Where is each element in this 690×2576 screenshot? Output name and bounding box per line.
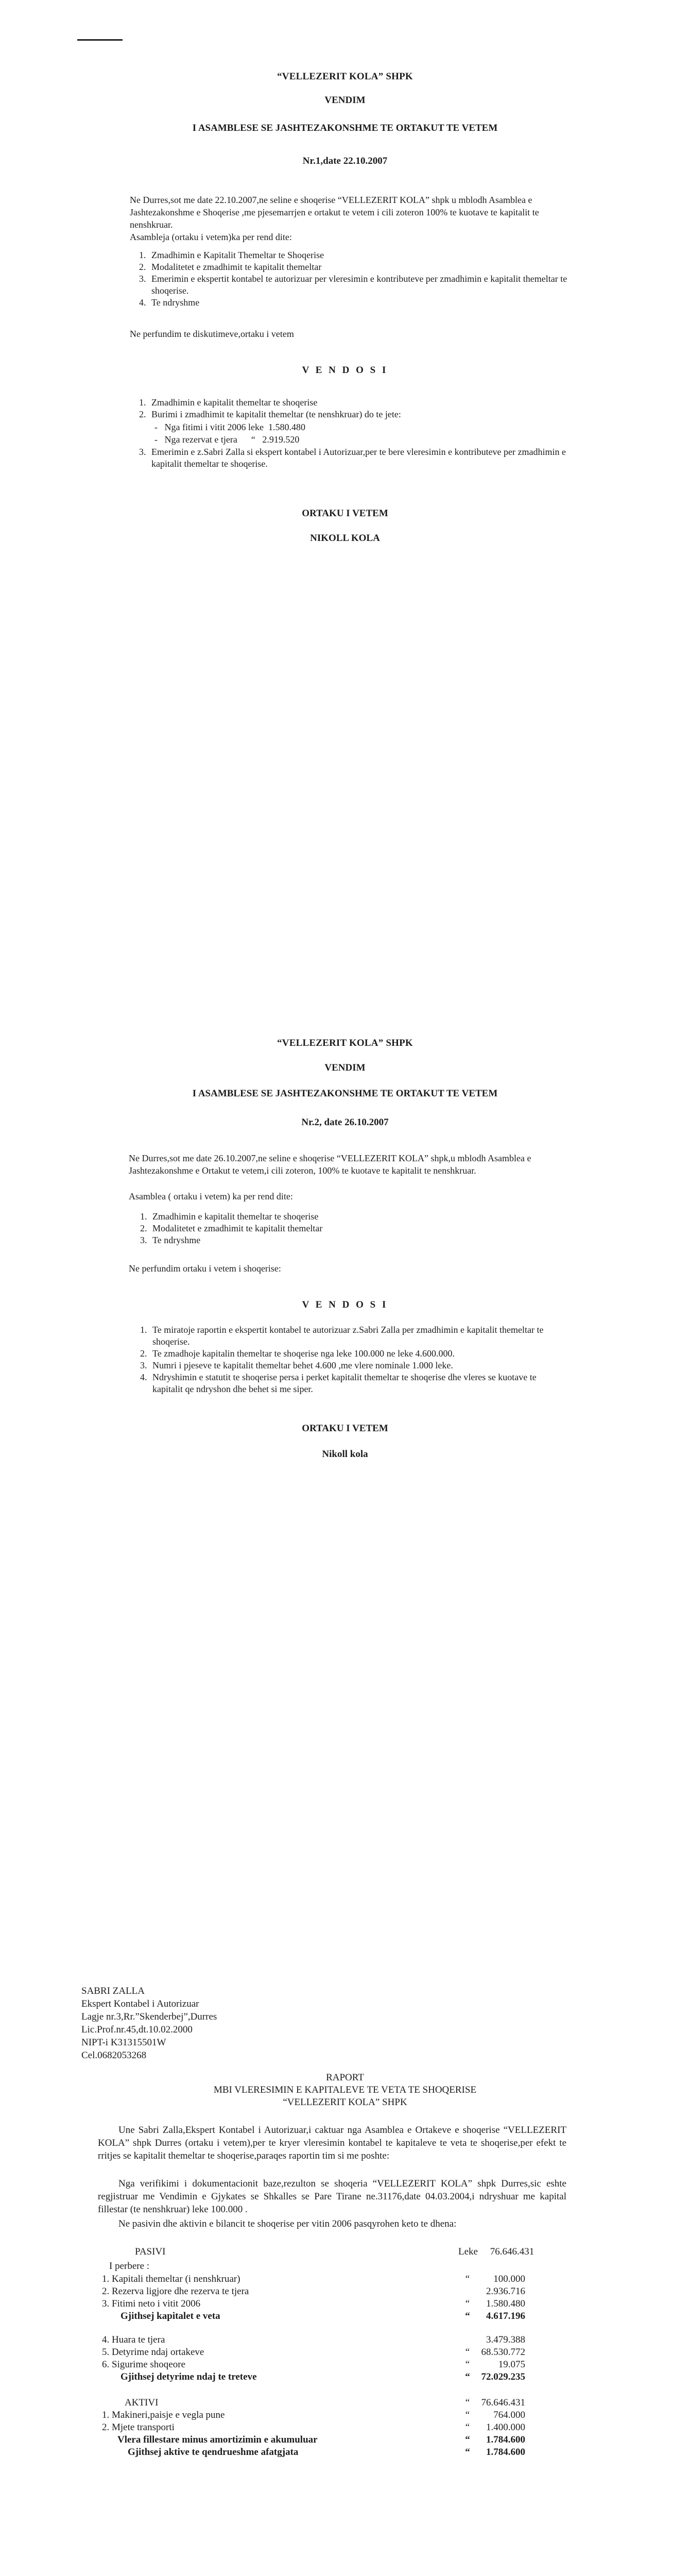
author-block [81,1985,217,2062]
decides-heading: V E N D O S I [302,365,388,376]
author-line: Lic.Prof.nr.45,dt.10.02.2000 [81,2024,193,2035]
pasivi-title: PASIVI [135,2246,166,2257]
author-line: Lagje nr.3,Rr.”Skenderbej”,Durres [81,2011,217,2022]
table-row-total: Gjithsej kapitalet e veta “ 4.617.196 [120,2311,525,2321]
table-row-total: Gjithsej detyrime ndaj te treteve “ 72.029.235 [120,2371,525,2382]
document-page-2 [0,866,690,1829]
list-item: 3. Numri i pjeseve te kapitalit themeltar behet 4.600 ,me vlere nominale 1.000 leke. [149,1360,566,1371]
table-row: 2. Rezerva ligjore dhe rezerva te tjera 2.936.716 [102,2286,525,2297]
decisions-list [134,397,571,420]
author-name: SABRI ZALLA [81,1986,145,1996]
author-line: Ekspert Kontabel i Autorizuar [81,1998,199,2009]
list-item: 2. Modalitetet e zmadhimit te kapitalit themeltar [148,261,571,273]
aktivi-table [102,2397,525,2459]
author-line: NIPT-i K31315501W [81,2037,166,2048]
decisions-list-cont [134,446,571,470]
table-row: 1. Kapitali themeltar (i nenshkruar) “ 100.000 [102,2274,525,2284]
list-item: 1. Zmadhimin e Kapitalit Themeltar te Shoqerise [148,249,571,261]
list-item: 1. Te miratoje raportin e ekspertit kontabel te autorizuar z.Sabri Zalla per zmadhimin e kapitalit themeltar te shoqerise. [149,1324,566,1348]
decisions-list [135,1324,566,1395]
debts-table [102,2334,525,2383]
agenda-list [134,249,571,309]
sign-name: Nikoll kola [322,1449,368,1460]
agenda-list [135,1211,572,1246]
table-row: AKTIVI “ 76.646.431 [125,2397,525,2408]
sign-title: ORTAKU I VETEM [302,1423,388,1434]
table-row: 6. Sigurime shoqeore “ 19.075 [102,2359,525,2370]
report-company: “VELLEZERIT KOLA” SHPK [283,2097,407,2108]
sign-title: ORTAKU I VETEM [302,508,388,519]
intro-paragraph: Ne Durres,sot me date 22.10.2007,ne seline e shoqerise “VELLEZERIT KOLA” shpk u mblodh Asamblea e Jashtezakonshme e Shoqerise ,me pjesemarrjen e ortakut te vetem i cili zoteron 100% te kuotave te kapitalit te nenshkruar. [130,195,539,230]
author-line: Cel.0682053268 [81,2050,147,2061]
report-paragraph-2: Nga verifikimi i dokumentacionit baze,rezulton se shoqeria “VELLEZERIT KOLA” shpk Durres,sic eshte regjistruar me Vendimin e Gjykates se Shkalles se Pare Tirane ne.31176,date 04.03.2004,i ndryshuar me kapital fillestar (te nenshkruar) leke 100.000 . [98,2178,566,2215]
agenda-intro: Asambleja (ortaku i vetem)ka per rend dite: [130,232,292,242]
table-row-total: Vlera fillestare minus amortizimin e akumuluar “ 1.784.600 [117,2434,525,2445]
table-row: 2. Mjete transporti “ 1.400.000 [102,2422,525,2433]
table-row: 5. Detyrime ndaj ortakeve “ 68.530.772 [102,2347,525,2358]
decision-number: Nr.2, date 26.10.2007 [301,1117,389,1128]
sign-name: NIKOLL KOLA [310,533,380,544]
report-title: RAPORT [326,2072,364,2083]
decision-title: VENDIM [324,95,366,106]
discussion-line: Ne perfundim te diskutimeve,ortaku i vetem [130,329,294,339]
source-row-2: - Nga rezervat e tjera “ 2.919.520 [154,434,300,445]
pasivi-table [102,2273,525,2323]
table-row: 1. Makineri,paisje e vegla pune “ 764.000 [102,2410,525,2420]
table-row-total: Gjithsej aktive te qendrueshme afatgjata “ 1.784.600 [128,2447,525,2458]
pasivi-composed: I perbere : [109,2261,150,2272]
intro-paragraph: Ne Durres,sot me date 26.10.2007,ne seline e shoqerise “VELLEZERIT KOLA” shpk,u mblodh Asamblea e Jashtezakonshme e Ortakut te vetem,i cili zoteron, 100% te kuotave te kapitalit te nenshkruar. [129,1153,531,1176]
list-item: 3. Te ndryshme [149,1234,572,1246]
company-name: “VELLEZERIT KOLA” SHPK [277,1038,413,1048]
pasivi-total: Leke 76.646.431 [458,2246,534,2257]
discussion-line: Ne perfundim ortaku i vetem i shoqerise: [129,1263,281,1274]
table-row: 4. Huara te tjera 3.479.388 [102,2334,525,2345]
list-item: 2. Burimi i zmadhimit te kapitalit themeltar (te nenshkruar) do te jete: [148,409,571,420]
list-item: 4. Ndryshimin e statutit te shoqerise persa i perket kapitalit themeltar te shoqerise dhe vleres se kuotave te kapitalit qe ndryshon dhe behet si me siper. [149,1371,566,1395]
table-row: 3. Fitimi neto i vitit 2006 “ 1.580.480 [102,2298,525,2309]
report-paragraph-3: Ne pasivin dhe aktivin e bilancit te shoqerise per vitin 2006 pasqyrohen keto te dhena: [118,2218,457,2229]
list-item: 3. Emerimin e z.Sabri Zalla si ekspert kontabel i Autorizuar,per te bere vleresimin e kontributeve per zmadhimin e kapitalit themeltar te shoqerise. [148,446,571,470]
top-rule [77,39,123,41]
list-item: 2. Modalitetet e zmadhimit te kapitalit themeltar [149,1223,572,1234]
source-row-1: - Nga fitimi i vitit 2006 leke 1.580.480 [154,422,305,432]
document-page-1 [0,0,690,866]
agenda-intro: Asamblea ( ortaku i vetem) ka per rend dite: [129,1191,293,1201]
decision-subtitle: I ASAMBLESE SE JASHTEZAKONSHME TE ORTAKUT TE VETEM [192,123,498,133]
report-subtitle: MBI VLERESIMIN E KAPITALEVE TE VETA TE SHOQERISE [213,2084,477,2095]
list-item: 4. Te ndryshme [148,297,571,309]
list-item: 3. Emerimin e ekspertit kontabel te autorizuar per vleresimin e kontributeve per zmadhimin e kapitalit themeltar te shoqerise. [148,273,571,297]
list-item: 2. Te zmadhoje kapitalin themeltar te shoqerise nga leke 100.000 ne leke 4.600.000. [149,1348,566,1360]
decision-number: Nr.1,date 22.10.2007 [302,156,388,166]
decision-subtitle: I ASAMBLESE SE JASHTEZAKONSHME TE ORTAKUT TE VETEM [192,1088,498,1099]
report-paragraph-1: Une Sabri Zalla,Ekspert Kontabel i Autorizuar,i caktuar nga Asamblea e Ortakeve e shoqerise “VELLEZERIT KOLA” shpk Durres (ortaku i vetem),per te kryer vleresimin kontabel te kapitaleve te veta te shoqerise,per efekt te rritjes se kapitalit themeltar te shoqerise,paraqes raportin tim si me poshte: [98,2125,566,2161]
decision-title: VENDIM [324,1062,366,1073]
list-item: 1. Zmadhimin e kapitalit themeltar te shoqerise [148,397,571,409]
list-item: 1. Zmadhimin e kapitalit themeltar te shoqerise [149,1211,572,1223]
document-page-3 [0,1829,690,2576]
decides-heading: V E N D O S I [302,1299,388,1310]
company-name: “VELLEZERIT KOLA” SHPK [277,71,413,82]
